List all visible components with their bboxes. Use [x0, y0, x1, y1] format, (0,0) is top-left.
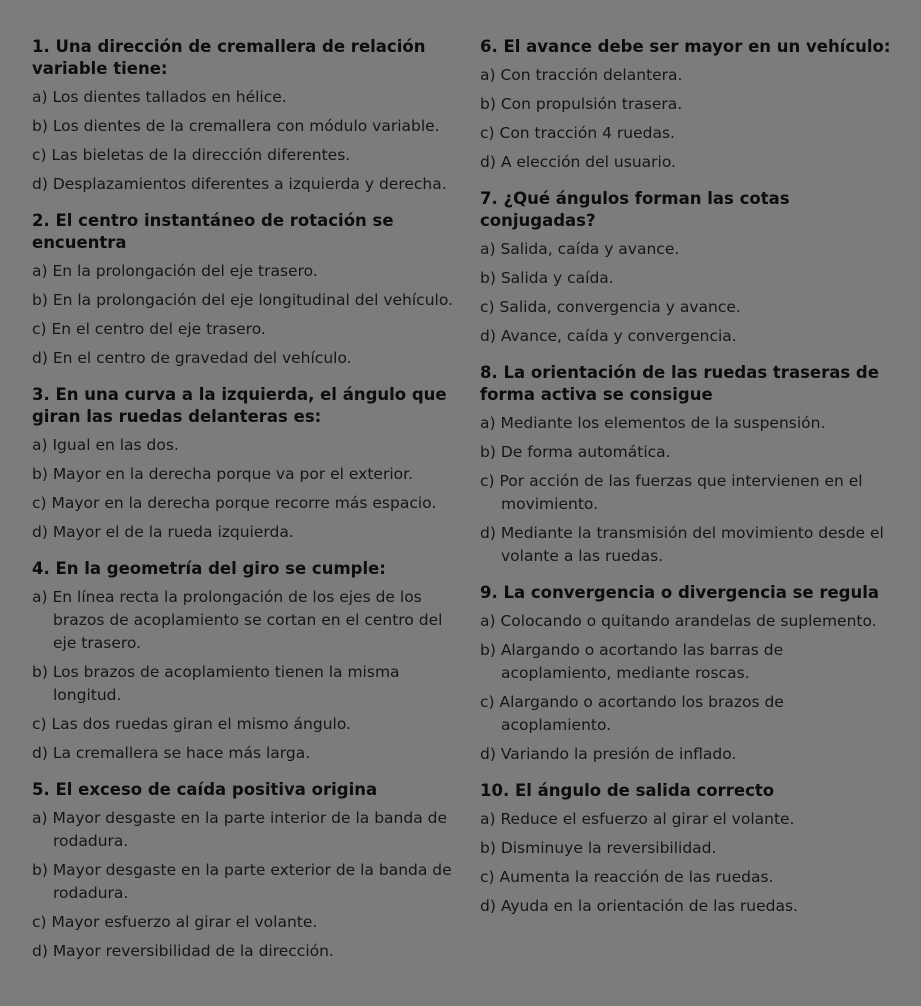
answer-options	[32, 586, 462, 765]
answer-option-c: c) Alargando o acortando los brazos de acoplamiento.	[480, 693, 784, 734]
answer-option-d: d) En el centro de gravedad del vehículo.	[32, 349, 352, 367]
answer-options	[480, 808, 892, 918]
answer-option-d: d) Avance, caída y convergencia.	[480, 327, 737, 345]
question-title: 6. El avance debe ser mayor en un vehículo:	[480, 37, 891, 56]
answer-option-a: a) Mayor desgaste en la parte interior de la banda de rodadura.	[32, 809, 448, 850]
question-2	[32, 210, 462, 370]
answer-option-c: c) Las bieletas de la dirección diferentes.	[32, 146, 351, 164]
answer-option-a: a) Con tracción delantera.	[480, 66, 683, 84]
answer-option-b: b) Mayor desgaste en la parte exterior de la banda de rodadura.	[32, 861, 452, 902]
answer-option-b: b) En la prolongación del eje longitudinal del vehículo.	[32, 291, 453, 309]
right-column	[480, 36, 892, 932]
answer-options	[480, 238, 892, 348]
answer-options	[480, 412, 892, 568]
answer-option-c: c) Las dos ruedas giran el mismo ángulo.	[32, 715, 351, 733]
answer-options	[32, 807, 462, 963]
answer-options	[32, 86, 462, 196]
answer-option-b: b) Mayor en la derecha porque va por el exterior.	[32, 465, 413, 483]
answer-option-a: a) Salida, caída y avance.	[480, 240, 680, 258]
answer-option-a: a) Colocando o quitando arandelas de suplemento.	[480, 612, 877, 630]
question-title: 2. El centro instantáneo de rotación se encuentra	[32, 211, 394, 252]
question-7	[480, 188, 892, 348]
answer-option-d: d) Mediante la transmisión del movimiento desde el volante a las ruedas.	[480, 524, 884, 565]
answer-option-b: b) Los brazos de acoplamiento tienen la misma longitud.	[32, 663, 400, 704]
answer-options	[32, 260, 462, 370]
answer-option-a: a) Igual en las dos.	[32, 436, 179, 454]
question-title: 1. Una dirección de cremallera de relación variable tiene:	[32, 37, 426, 78]
answer-option-b: b) Con propulsión trasera.	[480, 95, 683, 113]
question-6	[480, 36, 892, 174]
answer-option-a: a) Mediante los elementos de la suspensión.	[480, 414, 826, 432]
question-title: 3. En una curva a la izquierda, el ángulo que giran las ruedas delanteras es:	[32, 385, 447, 426]
answer-option-b: b) Los dientes de la cremallera con módulo variable.	[32, 117, 440, 135]
question-title: 9. La convergencia o divergencia se regula	[480, 583, 880, 602]
answer-option-c: c) Por acción de las fuerzas que intervienen en el movimiento.	[480, 472, 863, 513]
question-4	[32, 558, 462, 765]
answer-option-a: a) Reduce el esfuerzo al girar el volante.	[480, 810, 795, 828]
question-5	[32, 779, 462, 963]
answer-option-a: a) Los dientes tallados en hélice.	[32, 88, 287, 106]
answer-option-b: b) Disminuye la reversibilidad.	[480, 839, 717, 857]
answer-option-d: d) Variando la presión de inflado.	[480, 745, 737, 763]
answer-options	[480, 610, 892, 766]
question-title: 4. En la geometría del giro se cumple:	[32, 559, 386, 578]
answer-option-d: d) Mayor el de la rueda izquierda.	[32, 523, 294, 541]
answer-option-d: d) A elección del usuario.	[480, 153, 676, 171]
answer-options	[32, 434, 462, 544]
answer-option-a: a) En la prolongación del eje trasero.	[32, 262, 318, 280]
answer-option-b: b) Salida y caída.	[480, 269, 614, 287]
question-1	[32, 36, 462, 196]
answer-option-c: c) En el centro del eje trasero.	[32, 320, 266, 338]
answer-option-b: b) Alargando o acortando las barras de acoplamiento, mediante roscas.	[480, 641, 784, 682]
question-title: 7. ¿Qué ángulos forman las cotas conjugadas?	[480, 189, 790, 230]
question-title: 10. El ángulo de salida correcto	[480, 781, 775, 800]
answer-option-d: d) Mayor reversibilidad de la dirección.	[32, 942, 334, 960]
question-8	[480, 362, 892, 568]
left-column	[32, 36, 462, 977]
answer-option-c: c) Mayor en la derecha porque recorre más espacio.	[32, 494, 437, 512]
answer-option-b: b) De forma automática.	[480, 443, 671, 461]
answer-option-d: d) Desplazamientos diferentes a izquierda y derecha.	[32, 175, 447, 193]
answer-option-d: d) La cremallera se hace más larga.	[32, 744, 311, 762]
answer-option-c: c) Aumenta la reacción de las ruedas.	[480, 868, 774, 886]
answer-option-c: c) Con tracción 4 ruedas.	[480, 124, 675, 142]
answer-option-c: c) Mayor esfuerzo al girar el volante.	[32, 913, 318, 931]
question-10	[480, 780, 892, 918]
question-3	[32, 384, 462, 544]
answer-options	[480, 64, 892, 174]
question-9	[480, 582, 892, 766]
question-title: 8. La orientación de las ruedas traseras de forma activa se consigue	[480, 363, 879, 404]
answer-option-c: c) Salida, convergencia y avance.	[480, 298, 741, 316]
answer-option-a: a) En línea recta la prolongación de los ejes de los brazos de acoplamiento se cortan en el centro del eje trasero.	[32, 588, 443, 652]
question-title: 5. El exceso de caída positiva origina	[32, 780, 378, 799]
answer-option-d: d) Ayuda en la orientación de las ruedas.	[480, 897, 798, 915]
